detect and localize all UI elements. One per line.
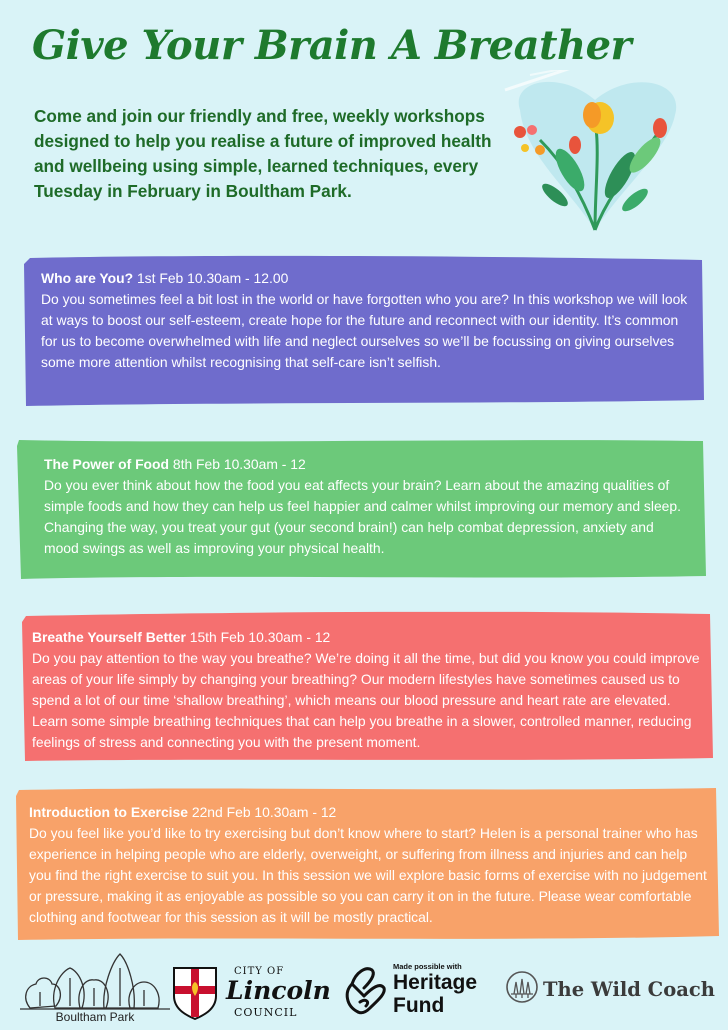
workshop-title: Who are You? — [41, 270, 134, 286]
wild-coach-text: The Wild Coach — [543, 978, 715, 1001]
workshop-card-exercise — [16, 786, 719, 942]
flower-heart-illustration — [500, 70, 690, 235]
boultham-park-label: Boultham Park — [55, 1010, 135, 1024]
workshop-card-power-of-food — [17, 438, 706, 580]
heritage-line2: Fund — [393, 994, 445, 1017]
workshop-time: 15th Feb 10.30am - 12 — [185, 629, 331, 645]
lincoln-council-text: COUNCIL — [234, 1006, 298, 1019]
trees-icon — [20, 948, 170, 1012]
workshop-time: 1st Feb 10.30am - 12.00 — [133, 270, 289, 286]
forest-circle-icon — [505, 970, 539, 1004]
lincoln-main-text: Lincoln — [226, 976, 331, 1005]
wild-coach-logo — [505, 970, 725, 1014]
workshop-title: Breathe Yourself Better — [32, 629, 186, 645]
heritage-small-text: Made possible with — [393, 962, 462, 971]
heritage-fund-logo — [340, 962, 500, 1024]
workshop-card-who-are-you — [24, 254, 704, 406]
heritage-line1: Heritage — [393, 971, 478, 994]
workshop-description: Do you feel like you’d like to try exercising but don’t know where to start? Helen is a personal trainer who has experience in helping people who are elderly, overweight, or suffering from illness and injuries and can help you find the right exercise to suit you. In this session we will explore basic forms of exercise with no judgement or pressure, making it as enjoyable as possible so you can carry it on in the future. Please wear comfortable clothing and footwear for this session as it will be mostly practical. — [29, 825, 707, 925]
boultham-park-logo — [20, 948, 170, 1030]
lincoln-shield-icon — [172, 966, 218, 1020]
workshop-time: 8th Feb 10.30am - 12 — [169, 456, 306, 472]
crossed-fingers-icon — [340, 962, 388, 1016]
workshop-description: Do you ever think about how the food you eat affects your brain? Learn about the amazing qualities of simple foods and how they can help us feel happier and calmer whilst improving our memory and sleep. Changing the way, you treat your gut (your second brain!) can help combat depression, anxiety and mood swings as well as improving your physical health. — [44, 477, 681, 556]
workshop-card-breathe — [22, 610, 713, 762]
intro-text: Come and join our friendly and free, weekly workshops designed to help you realise a future of improved health and wellbeing using simple, learned techniques, every Tuesday in February in Boultham Park. — [34, 106, 492, 201]
sponsor-logos — [0, 948, 728, 1030]
lincoln-top-text: CITY OF — [234, 966, 285, 977]
workshop-title: The Power of Food — [44, 456, 170, 472]
poster-title: Give Your Brain A Breather — [32, 22, 632, 69]
workshop-title: Introduction to Exercise — [29, 804, 188, 820]
workshop-description: Do you pay attention to the way you breathe? We’re doing it all the time, but did you know you could improve areas of your life simply by changing your breathing? Our modern lifestyles have sometimes caused us to spend a lot of our time ‘shallow breathing’, which means our blood pressure and heart rate are elevated. Learn some simple breathing techniques that can help you breathe in a slower, controlled manner, reducing feelings of stress and connecting you with the present moment. — [32, 650, 700, 750]
workshop-description: Do you sometimes feel a bit lost in the world or have forgotten who you are? In this workshop we will look at ways to boost our self-esteem, create hope for the future and reconnect with our identity. It’s common for us to become overwhelmed with life and neglect ourselves so we’ll be focussing on giving ourselves some more attention whilst recognising that self-care isn’t selfish. — [41, 291, 688, 370]
city-of-lincoln-logo — [172, 966, 342, 1022]
workshop-time: 22nd Feb 10.30am - 12 — [188, 804, 337, 820]
